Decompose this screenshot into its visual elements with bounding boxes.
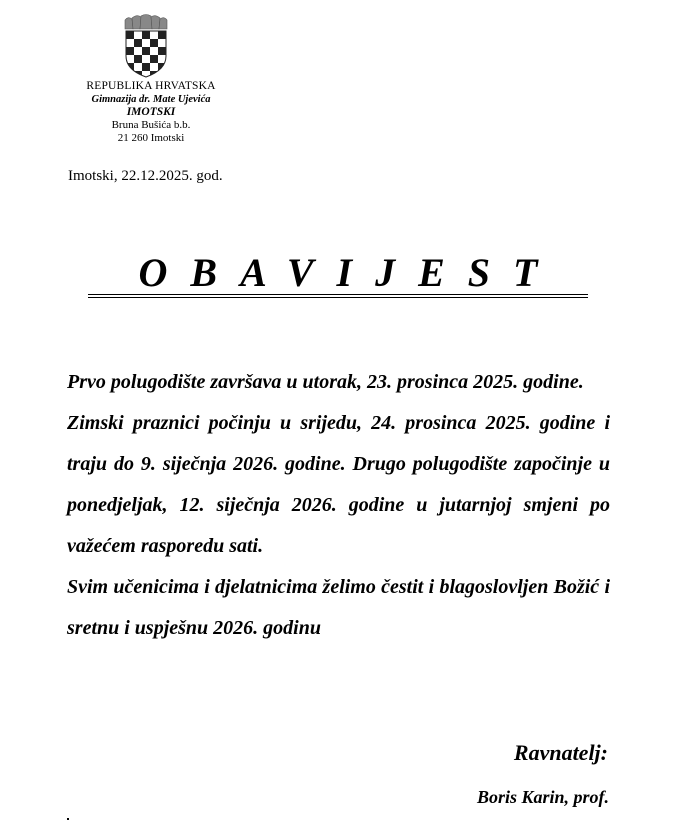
- date-line: Imotski, 22.12.2025. god.: [68, 168, 223, 184]
- school-name: Gimnazija dr. Mate Ujevića: [91, 94, 211, 105]
- paragraph-greeting: Svim učenicima i djelatnicima želimo čestit i blagoslovljen Božić i sretnu i uspješnu 2026. godinu: [67, 576, 610, 639]
- stray-dot: [67, 818, 69, 820]
- country-name: REPUBLIKA HRVATSKA: [86, 80, 216, 92]
- signature-name: Boris Karin, prof.: [476, 787, 609, 807]
- page-title: OBAVIJEST: [138, 250, 561, 295]
- paragraph-first-term: Prvo polugodište završava u utorak, 23. prosinca 2025. godine.: [67, 371, 584, 393]
- street-address: Bruna Bušića b.b.: [111, 119, 191, 131]
- school-town: IMOTSKI: [126, 106, 176, 118]
- title-block: [88, 252, 588, 298]
- paragraph-winter-break: Zimski praznici počinju u srijedu, 24. prosinca 2025. godine i traju do 9. siječnja 2026. godine. Drugo polugodište započinje u ponedjeljak, 12. siječnja 2026. godine u jutarnjoj smjeni po važećem rasporedu sati.: [67, 412, 610, 557]
- coat-of-arms-icon: [122, 12, 170, 78]
- title-underline-second: [88, 297, 588, 298]
- notice-body: [67, 362, 610, 649]
- letterhead: [70, 80, 232, 145]
- signature-title: Ravnatelj:: [513, 740, 608, 765]
- postal-address: 21 260 Imotski: [117, 132, 185, 144]
